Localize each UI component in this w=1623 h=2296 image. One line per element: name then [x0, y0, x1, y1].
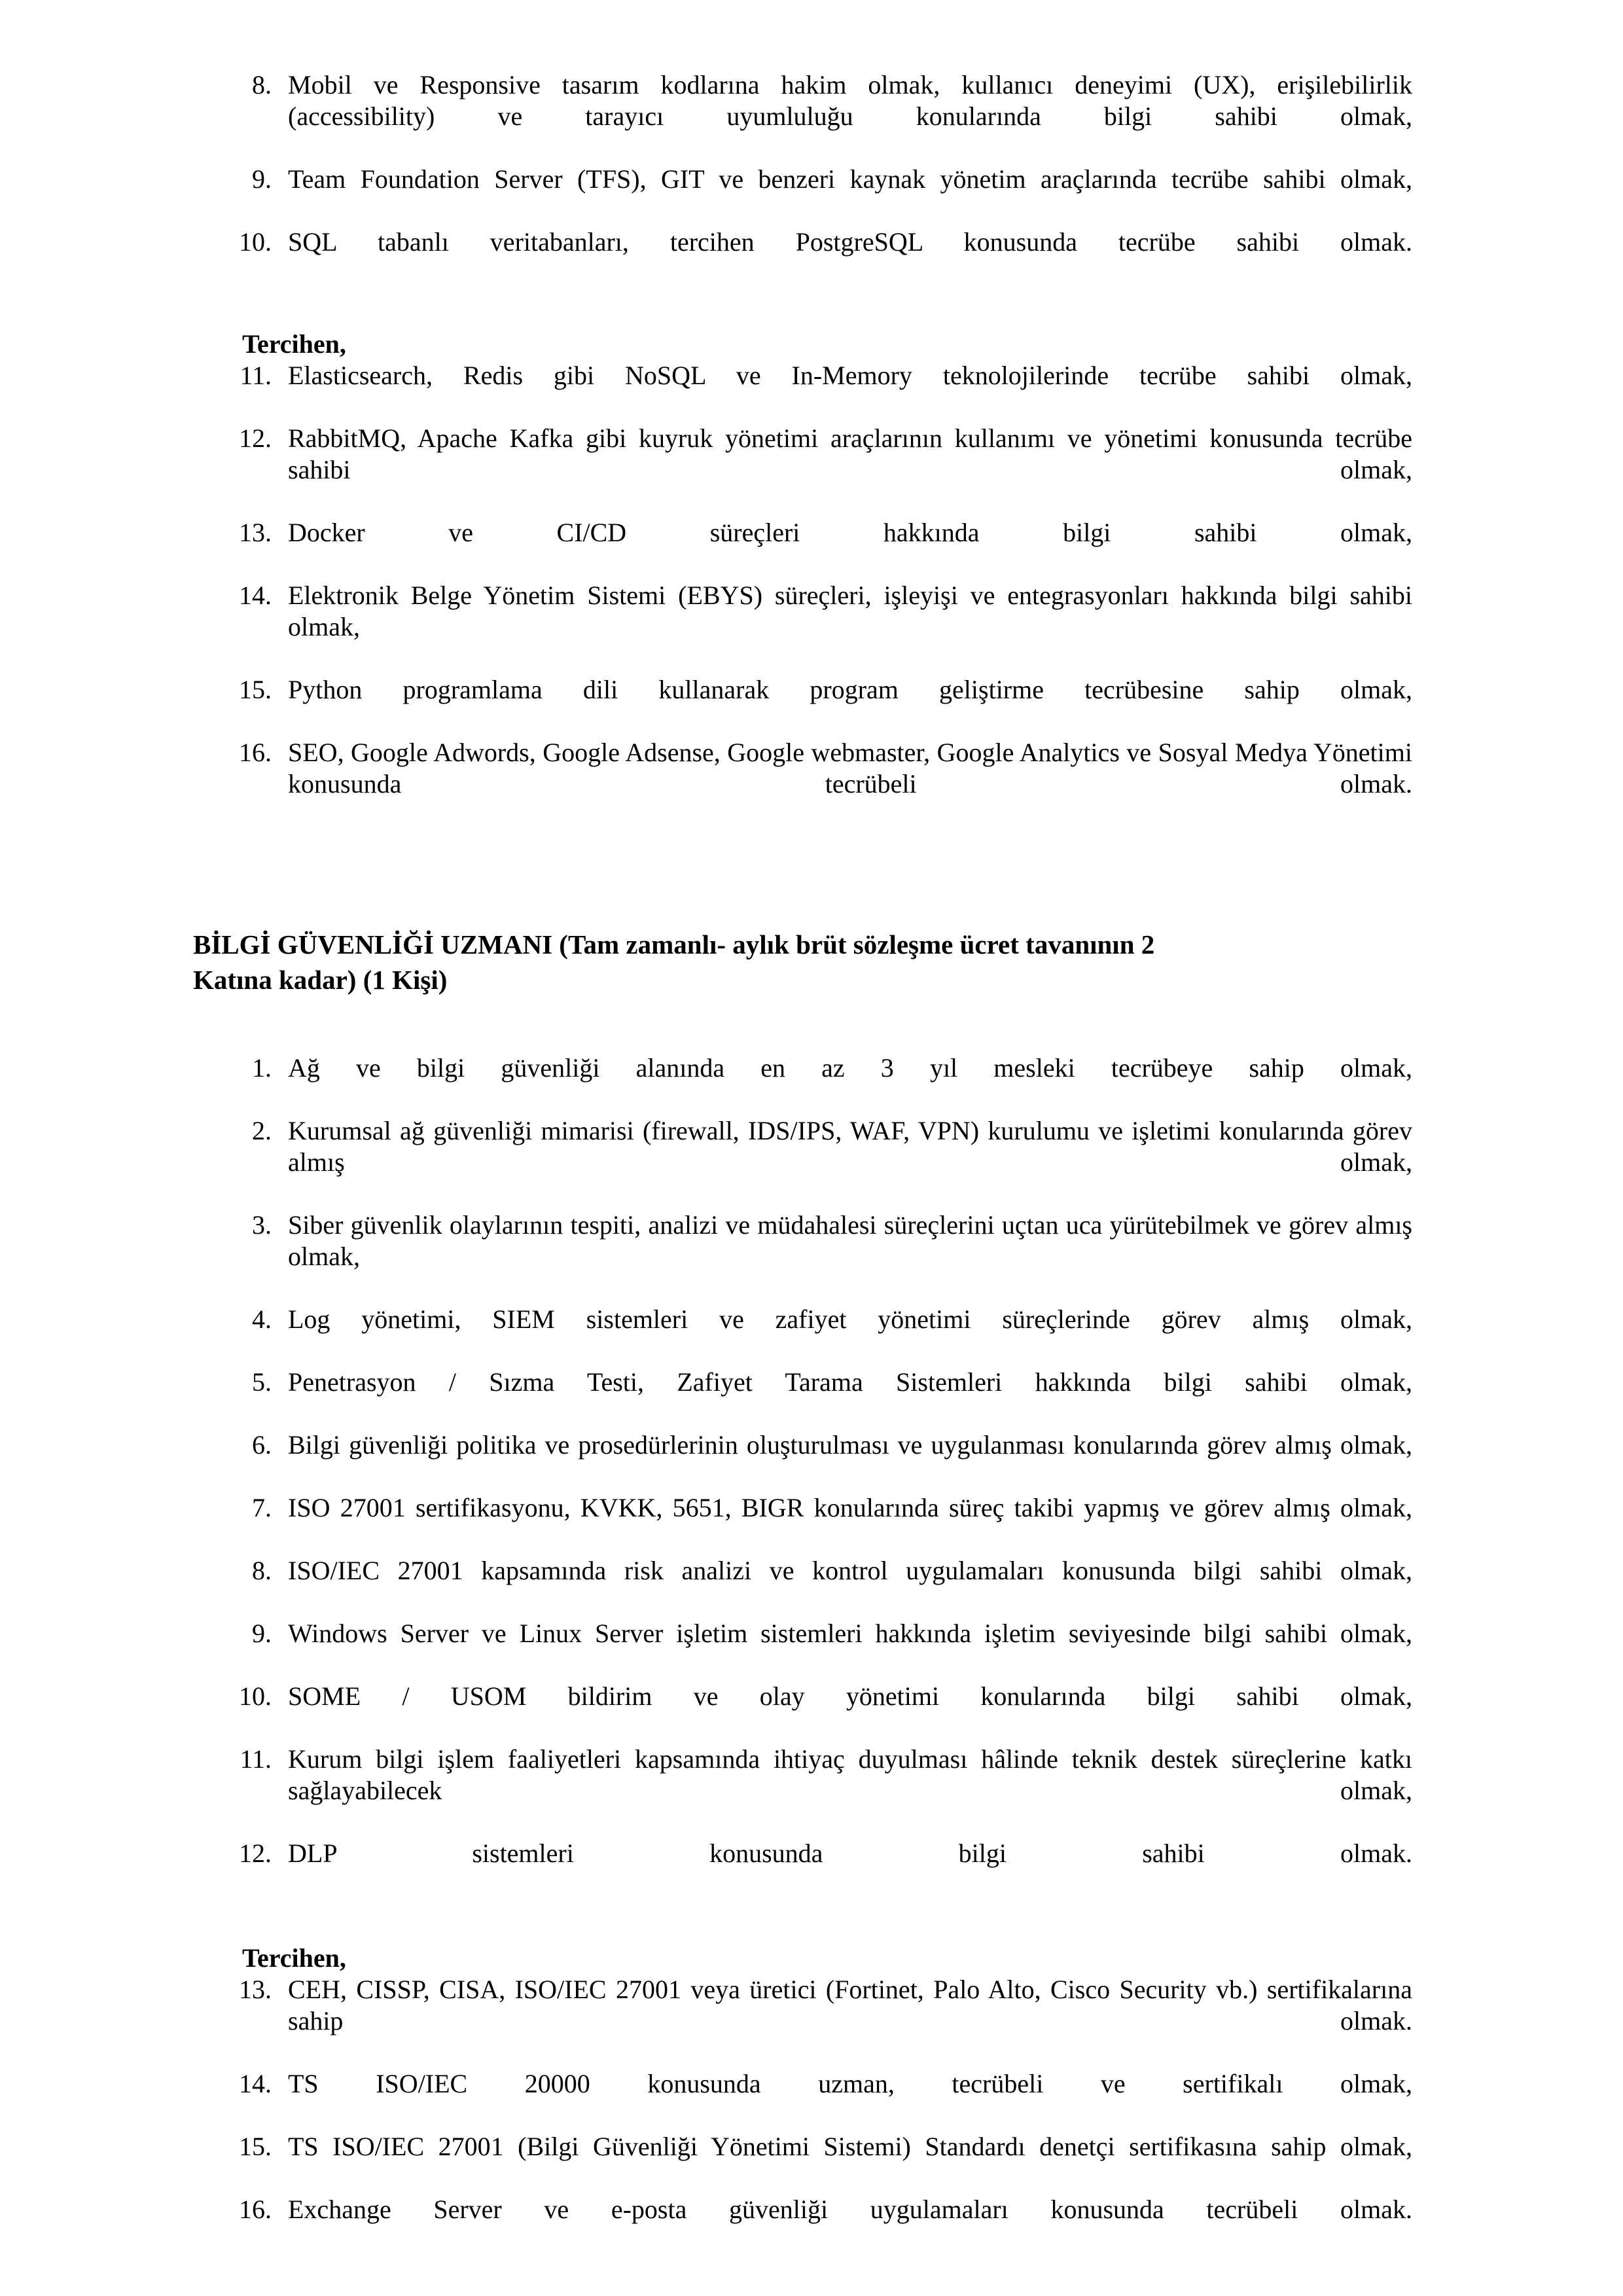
list-item-number: 8.: [252, 70, 272, 99]
list-item: [193, 1681, 1412, 1744]
document-body-column: [193, 0, 1412, 2257]
list-item-text: Siber güvenlik olaylarının tespiti, analizi ve müdahalesi süreçlerini uçtan uca yürütebilmek ve görev almış olmak,: [288, 1210, 1412, 1271]
list-item: [193, 2068, 1412, 2131]
list-item: [193, 1367, 1412, 1429]
list-item-number: 16.: [239, 2195, 272, 2224]
list-item-text: SOME / USOM bildirim ve olay yönetimi konularında bilgi sahibi olmak,: [288, 1681, 1412, 1711]
list-item: [193, 1744, 1412, 1838]
list-item-text: Bilgi güvenliği politika ve prosedürlerinin oluşturulması ve uygulanması konularında görev almış olmak,: [288, 1430, 1412, 1460]
list-item-text: ISO 27001 sertifikasyonu, KVKK, 5651, BIGR konularında süreç takibi yapmış ve görev almış olmak,: [288, 1493, 1412, 1522]
list-item-number: 7.: [252, 1493, 272, 1522]
list-item-number: 4.: [252, 1304, 272, 1334]
spacer-before-security-list: [193, 997, 1412, 1052]
list-item-text: Elektronik Belge Yönetim Sistemi (EBYS) süreçleri, işleyişi ve entegrasyonları hakkında bilgi sahibi olmak,: [288, 581, 1412, 641]
list-item: [193, 2131, 1412, 2194]
section-heading-security-specialist: [193, 927, 1412, 997]
list-item-text: Windows Server ve Linux Server işletim sistemleri hakkında işletim seviyesinde bilgi sahibi olmak,: [288, 1619, 1412, 1648]
list-item: [193, 423, 1412, 517]
spacer-before-tercihen-2: [193, 1901, 1412, 1943]
list-item-number: 1.: [252, 1053, 272, 1083]
list-item: [193, 164, 1412, 226]
list-item: [193, 1492, 1412, 1555]
list-item: [193, 737, 1412, 831]
list-item-number: 16.: [239, 738, 272, 767]
list-item-number: 14.: [239, 2069, 272, 2098]
requirement-list-security-preferred: [193, 1974, 1412, 2257]
list-item: [193, 1555, 1412, 1618]
list-item: [193, 674, 1412, 737]
list-item-text: Penetrasyon / Sızma Testi, Zafiyet Tarama Sistemleri hakkında bilgi sahibi olmak,: [288, 1367, 1412, 1397]
top-margin-spacer: [193, 0, 1412, 69]
list-item: [193, 360, 1412, 423]
list-item: [193, 1618, 1412, 1681]
list-item: [193, 1304, 1412, 1367]
list-item-number: 13.: [239, 1975, 272, 2004]
list-item-text: Ağ ve bilgi güvenliği alanında en az 3 yıl mesleki tecrübeye sahip olmak,: [288, 1053, 1412, 1083]
requirement-list-software-preferred: [193, 360, 1412, 831]
list-item-number: 14.: [239, 581, 272, 610]
list-item-number: 6.: [252, 1430, 272, 1460]
list-item: [193, 1429, 1412, 1492]
tercihen-label-2: Tercihen,: [242, 1943, 346, 1973]
list-item-number: 9.: [252, 1619, 272, 1648]
list-item-number: 13.: [239, 518, 272, 547]
list-item: [193, 1052, 1412, 1115]
list-item: [193, 1210, 1412, 1304]
list-item-text: Log yönetimi, SIEM sistemleri ve zafiyet yönetimi süreçlerinde görev almış olmak,: [288, 1304, 1412, 1334]
list-item: [193, 226, 1412, 289]
list-item: [193, 580, 1412, 674]
list-item-text: Mobil ve Responsive tasarım kodlarına hakim olmak, kullanıcı deneyimi (UX), erişilebilirlik (accessibility) ve tarayıcı uyumluluğu konularında bilgi sahibi olmak,: [288, 70, 1412, 131]
list-item-number: 10.: [239, 1681, 272, 1711]
list-item: [193, 1974, 1412, 2068]
list-item-text: ISO/IEC 27001 kapsamında risk analizi ve kontrol uygulamaları konusunda bilgi sahibi olmak,: [288, 1556, 1412, 1585]
list-item-number: 12.: [239, 1839, 272, 1868]
list-item-text: SQL tabanlı veritabanları, tercihen PostgreSQL konusunda tecrübe sahibi olmak.: [288, 227, 1412, 257]
list-item: [193, 1115, 1412, 1210]
spacer-before-tercihen-1: [193, 289, 1412, 329]
list-item-number: 9.: [252, 164, 272, 194]
tercihen-label-1: Tercihen,: [242, 329, 346, 359]
list-item-text: DLP sistemleri konusunda bilgi sahibi olmak.: [288, 1839, 1412, 1868]
list-item-text: Kurum bilgi işlem faaliyetleri kapsamında ihtiyaç duyulması hâlinde teknik destek süreçlerine katkı sağlayabilecek olmak,: [288, 1744, 1412, 1805]
list-item-number: 5.: [252, 1367, 272, 1397]
list-item: [193, 2194, 1412, 2257]
section-heading-line-2: Katına kadar) (1 Kişi): [193, 965, 448, 995]
list-item-text: SEO, Google Adwords, Google Adsense, Google webmaster, Google Analytics ve Sosyal Medya Yönetimi konusunda tecrübeli olmak.: [288, 738, 1412, 798]
list-item-text: TS ISO/IEC 20000 konusunda uzman, tecrübeli ve sertifikalı olmak,: [288, 2069, 1412, 2098]
list-item-number: 8.: [252, 1556, 272, 1585]
requirement-list-software-continued: [193, 69, 1412, 289]
list-item: [193, 1838, 1412, 1901]
list-item-text: Team Foundation Server (TFS), GIT ve benzeri kaynak yönetim araçlarında tecrübe sahibi olmak,: [288, 164, 1412, 194]
list-item-text: Docker ve CI/CD süreçleri hakkında bilgi sahibi olmak,: [288, 518, 1412, 547]
list-item-number: 15.: [239, 675, 272, 704]
list-item-number: 11.: [240, 1744, 272, 1774]
list-item-number: 15.: [239, 2132, 272, 2161]
list-item-number: 10.: [239, 227, 272, 257]
list-item-number: 3.: [252, 1210, 272, 1240]
list-item: [193, 69, 1412, 164]
section-heading-line-1: BİLGİ GÜVENLİĞİ UZMANI (Tam zamanlı- aylık brüt sözleşme ücret tavanının 2: [193, 929, 1155, 960]
list-item-text: Exchange Server ve e-posta güvenliği uygulamaları konusunda tecrübeli olmak.: [288, 2195, 1412, 2224]
spacer-before-security-heading: [193, 831, 1412, 927]
list-item-text: Elasticsearch, Redis gibi NoSQL ve In-Memory teknolojilerinde tecrübe sahibi olmak,: [288, 361, 1412, 390]
list-item-text: RabbitMQ, Apache Kafka gibi kuyruk yönetimi araçlarının kullanımı ve yönetimi konusunda tecrübe sahibi olmak,: [288, 423, 1412, 484]
list-item-number: 12.: [239, 423, 272, 453]
list-item-text: TS ISO/IEC 27001 (Bilgi Güvenliği Yönetimi Sistemi) Standardı denetçi sertifikasına sahip olmak,: [288, 2132, 1412, 2161]
list-item: [193, 517, 1412, 580]
list-item-number: 2.: [252, 1116, 272, 1145]
requirement-list-security-required: [193, 1052, 1412, 1901]
list-item-text: CEH, CISSP, CISA, ISO/IEC 27001 veya üretici (Fortinet, Palo Alto, Cisco Security vb.) sertifikalarına sahip olmak.: [288, 1975, 1412, 2036]
list-item-text: Kurumsal ağ güvenliği mimarisi (firewall, IDS/IPS, WAF, VPN) kurulumu ve işletimi konularında görev almış olmak,: [288, 1116, 1412, 1177]
list-item-number: 11.: [240, 361, 272, 390]
list-item-text: Python programlama dili kullanarak program geliştirme tecrübesine sahip olmak,: [288, 675, 1412, 704]
